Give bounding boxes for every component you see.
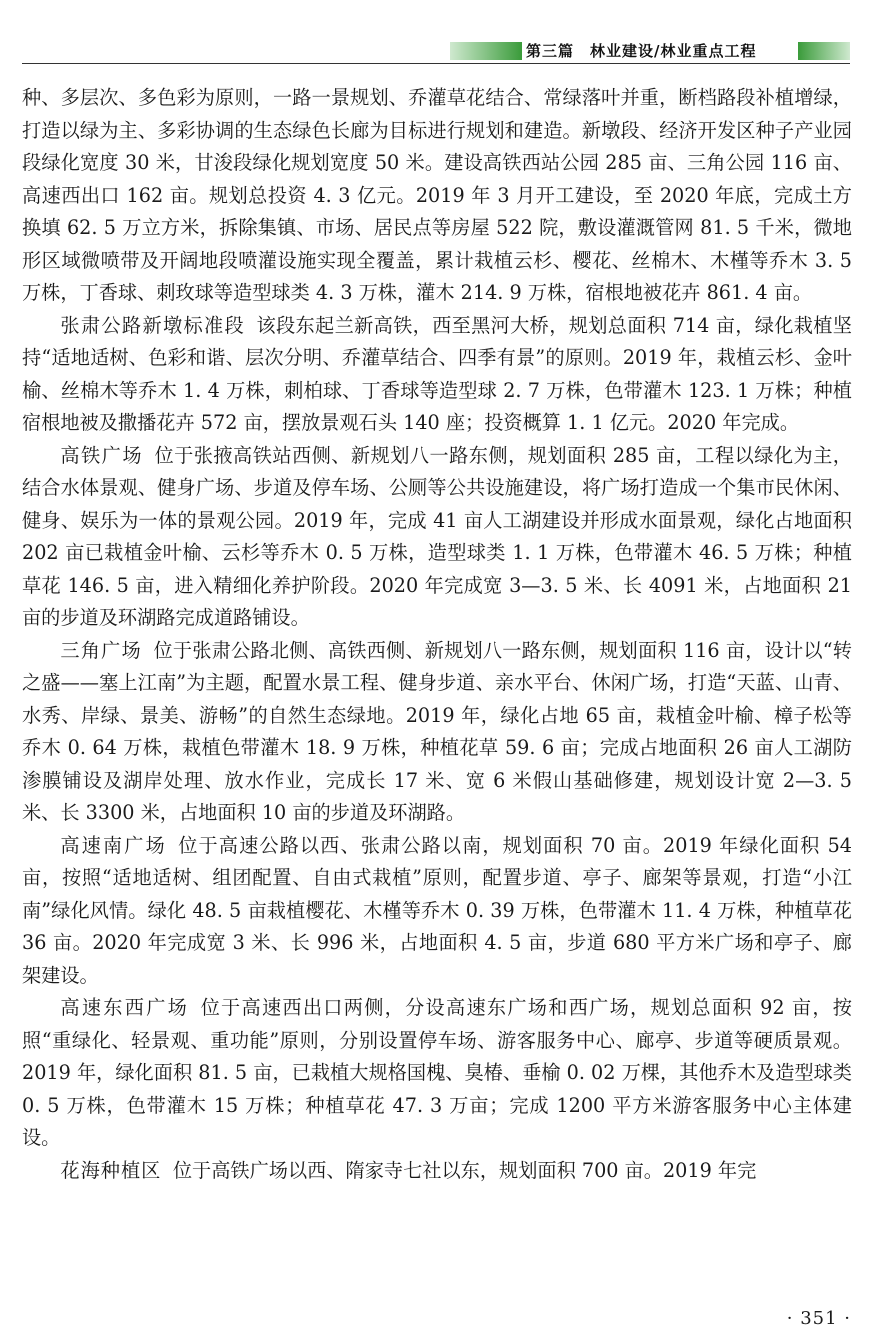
paragraph-text: 该段东起兰新高铁，西至黑河大桥，规划总面积 714 亩，绿化栽植坚持“适地适树、色彩和谐、层次分明、乔灌草结合、四季有景”的原则。2019 年，栽植云杉、金叶榆、丝棉木等乔木 1. 4 万株，刺柏球、丁香球等造型球 2. 7 万株，色带灌木 123. 1 万株；种植宿根地被及撒播花卉 572 亩，摆放景观石头 140 座；投资概算 1. 1 亿元。2020 年完成。 (22, 313, 852, 434)
paragraph-text: 位于高速西出口两侧，分设高速东广场和西广场，规划总面积 92 亩，按照“重绿化、轻景观、重功能”原则，分别设置停车场、游客服务中心、廊亭、步道等硬质景观。2019 年，绿化面积 81. 5 亩，已栽植大规格国槐、臭椿、垂榆 0. 02 万棵，其他乔木及造型球类 0. 5 万株，色带灌木 15 万株；种植草花 47. 3 万亩；完成 1200 平方米游客服务中心主体建设。 (22, 996, 852, 1149)
paragraph-lead: 高铁广场 (60, 443, 143, 467)
paragraph-high-speed-rail-square (22, 440, 852, 635)
paragraph-text: 位于张掖高铁站西侧、新规划八一路东侧，规划面积 285 亩，工程以绿化为主，结合水体景观、健身广场、步道及停车场、公厕等公共设施建设，将广场打造成一个集市民休闲、健身、娱乐为一体的景观公园。2019 年，完成 41 亩人工湖建设并形成水面景观，绿化占地面积 202 亩已栽植金叶榆、云杉等乔木 0. 5 万株，造型球类 1. 1 万株，色带灌木 46. 5 万株；种植草花 146. 5 亩，进入精细化养护阶段。2020 年完成宽 3—3. 5 米、长 4091 米，占地面积 21 亩的步道及环湖路完成道路铺设。 (22, 443, 852, 629)
header-rule (22, 63, 850, 64)
header-title: 第三篇 林业建设/林业重点工程 (526, 42, 757, 60)
paragraph-triangle-square (22, 635, 852, 830)
paragraph-flower-sea-area (22, 1155, 852, 1188)
paragraph-lead: 高速东西广场 (60, 996, 190, 1019)
paragraph-text: 位于高铁广场以西、隋家寺七社以东，规划面积 700 亩。2019 年完 (172, 1158, 757, 1182)
paragraph-highway-south-square (22, 830, 852, 993)
paragraph-continuation (22, 82, 852, 310)
page-number: · 351 · (786, 1308, 851, 1329)
paragraph-text: 位于高速公路以西、张肃公路以南，规划面积 70 亩。2019 年绿化面积 54 亩，按照“适地适树、组团配置、自由式栽植”原则，配置步道、亭子、廊架等景观，打造“小江南”绿化风情。绿化 48. 5 亩栽植樱花、木槿等乔木 0. 39 万株，色带灌木 11. 4 万株，种植草花 36 亩。2020 年完成宽 3 米、长 996 米，占地面积 4. 5 亩，步道 680 平方米广场和亭子、廊架建设。 (22, 833, 852, 987)
header-decorative-bar-left (450, 42, 522, 60)
paragraph-text: 种、多层次、多色彩为原则，一路一景规划、乔灌草花结合、常绿落叶并重，断档路段补植增绿，打造以绿为主、多彩协调的生态绿色长廊为目标进行规划和建造。新墩段、经济开发区种子产业园段绿化宽度 30 米，甘浚段绿化规划宽度 50 米。建设高铁西站公园 285 亩、三角公园 116 亩、高速西出口 162 亩。规划总投资 4. 3 亿元。2019 年 3 月开工建设，至 2020 年底，完成土方换填 62. 5 万立方米，拆除集镇、市场、居民点等房屋 522 院，敷设灌溉管网 81. 5 千米，微地形区域微喷带及开阔地段喷灌设施实现全覆盖，累计栽植云杉、樱花、丝棉木、木槿等乔木 3. 5 万株，丁香球、刺玫球等造型球类 4. 3 万株，灌木 214. 9 万株，宿根地被花卉 861. 4 亩。 (22, 86, 852, 304)
paragraph-lead: 高速南广场 (60, 833, 167, 857)
paragraph-highway-east-west-square (22, 992, 852, 1155)
paragraph-xindun-section (22, 310, 852, 440)
header-decorative-bar-right (798, 42, 850, 60)
paragraph-lead: 花海种植区 (60, 1158, 162, 1182)
paragraph-lead: 三角广场 (60, 638, 142, 662)
body-text (22, 82, 852, 1187)
running-header (22, 40, 850, 64)
paragraph-text: 位于张肃公路北侧、高铁西侧、新规划八一路东侧，规划面积 116 亩，设计以“转之盛——塞上江南”为主题，配置水景工程、健身步道、亲水平台、休闲广场，打造“天蓝、山青、水秀、岸绿、景美、游畅”的自然生态绿地。2019 年，绿化占地 65 亩，栽植金叶榆、樟子松等乔木 0. 64 万株，栽植色带灌木 18. 9 万株，种植花草 59. 6 亩；完成占地面积 26 亩人工湖防渗膜铺设及湖岸处理、放水作业，完成长 17 米、宽 6 米假山基础修建，规划设计宽 2—3. 5 米、长 3300 米，占地面积 10 亩的步道及环湖路。 (22, 638, 852, 824)
paragraph-lead: 张肃公路新墩标准段 (60, 313, 245, 337)
